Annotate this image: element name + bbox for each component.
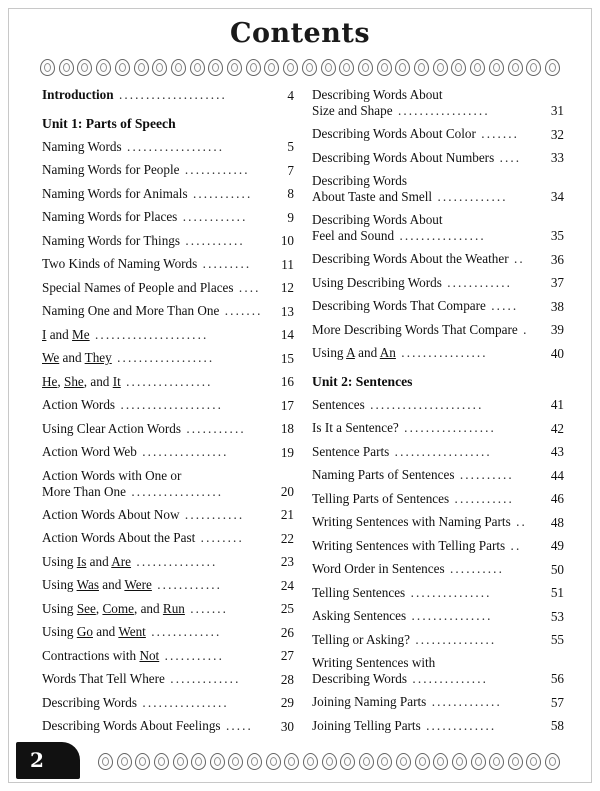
toc-page-number: 11 bbox=[281, 256, 294, 272]
toc-entry-text: Using See, Come, and Run bbox=[42, 600, 185, 616]
toc-entry-text: More Describing Words That Compare bbox=[312, 321, 518, 337]
toc-page-number: 19 bbox=[280, 444, 294, 460]
toc-entry[interactable] bbox=[312, 88, 564, 119]
toc-entry-text: Naming One and More Than One bbox=[42, 303, 220, 319]
toc-page-number: 25 bbox=[280, 601, 294, 617]
toc-entry[interactable] bbox=[42, 649, 294, 664]
toc-leader-dots: ................. bbox=[126, 483, 224, 499]
toc-page-number: 36 bbox=[550, 251, 564, 267]
toc-entry-text: We and They bbox=[42, 350, 112, 366]
toc-entry[interactable] bbox=[42, 187, 294, 202]
toc-leader-dots: ............ bbox=[179, 162, 250, 178]
bead-icon bbox=[526, 753, 541, 770]
toc-page-number: 17 bbox=[280, 397, 294, 413]
toc-entry-label-cont bbox=[312, 190, 564, 204]
bead-icon bbox=[171, 59, 186, 76]
bead-icon bbox=[247, 753, 262, 770]
decorative-bead-row-bottom bbox=[98, 752, 560, 770]
toc-page-number: 43 bbox=[550, 444, 564, 460]
bead-icon bbox=[135, 753, 150, 770]
toc-entry[interactable] bbox=[42, 304, 294, 319]
bead-icon bbox=[283, 59, 298, 76]
toc-leader-dots: ........... bbox=[159, 647, 224, 663]
toc-page-number: 23 bbox=[280, 554, 294, 570]
toc-leader-dots: .......... bbox=[454, 467, 514, 483]
bead-icon bbox=[526, 59, 541, 76]
toc-page-number: 29 bbox=[280, 695, 294, 711]
toc-entry[interactable] bbox=[312, 151, 564, 166]
toc-leader-dots: ............... bbox=[409, 631, 497, 647]
bead-icon bbox=[152, 59, 167, 76]
toc-entry-text: Action Word Web bbox=[42, 444, 137, 460]
toc-leader-dots: ..... bbox=[220, 718, 253, 734]
bead-icon bbox=[208, 59, 223, 76]
toc-page-number: 27 bbox=[280, 648, 294, 664]
toc-entry-text: Describing Words About the Weather bbox=[312, 251, 509, 266]
bead-icon bbox=[266, 753, 281, 770]
toc-entry-text: Using Describing Words bbox=[312, 274, 442, 290]
toc-column-left bbox=[42, 88, 294, 743]
toc-entry[interactable] bbox=[312, 346, 564, 361]
toc-entry[interactable] bbox=[312, 398, 564, 413]
toc-page-number: 37 bbox=[550, 275, 564, 291]
bead-icon bbox=[471, 753, 486, 770]
bead-icon bbox=[433, 59, 448, 76]
toc-section-heading: Unit 2: Sentences bbox=[312, 374, 413, 389]
toc-page-number: 7 bbox=[287, 162, 294, 178]
toc-leader-dots: .................. bbox=[111, 350, 215, 366]
bead-icon bbox=[377, 753, 392, 770]
toc-entry-text: Describing Words About Color bbox=[312, 126, 476, 141]
toc-leader-dots: .......... bbox=[444, 561, 504, 577]
toc-entry[interactable] bbox=[42, 281, 294, 296]
toc-entry[interactable] bbox=[312, 445, 564, 460]
toc-page-number: 44 bbox=[550, 467, 564, 483]
toc-page-number: 33 bbox=[550, 150, 564, 166]
bead-icon bbox=[117, 753, 132, 770]
bead-icon bbox=[508, 59, 523, 76]
toc-entry-label: Writing Sentences with bbox=[312, 655, 436, 671]
bead-icon bbox=[303, 753, 318, 770]
toc-entry-text: Using Clear Action Words bbox=[42, 420, 181, 436]
toc-leader-dots: ....... bbox=[184, 600, 229, 616]
toc-page-number: 8 bbox=[287, 186, 294, 202]
toc-entry[interactable] bbox=[312, 252, 564, 267]
toc-entry[interactable] bbox=[312, 609, 564, 624]
bead-icon bbox=[98, 753, 113, 770]
bead-icon bbox=[40, 59, 55, 76]
toc-leader-dots: ....... bbox=[219, 303, 263, 319]
toc-entry[interactable] bbox=[312, 633, 564, 648]
toc-page-number: 39 bbox=[550, 322, 564, 338]
toc-entry-text: Action Words bbox=[42, 397, 116, 413]
toc-entry-text: Two Kinds of Naming Words bbox=[42, 256, 198, 272]
toc-leader-dots: ............ bbox=[441, 274, 512, 290]
toc-entry-text: Sentences bbox=[312, 396, 365, 412]
bead-icon bbox=[264, 59, 279, 76]
toc-leader-dots: ............... bbox=[131, 553, 218, 569]
toc-leader-dots: ............. bbox=[145, 624, 222, 640]
toc-entry[interactable] bbox=[312, 515, 564, 530]
toc-entry-text: Special Names of People and Places bbox=[42, 279, 234, 295]
toc-page-number: 22 bbox=[280, 530, 294, 546]
toc-entry-text: Telling Parts of Sentences bbox=[312, 490, 450, 506]
toc-entry-text: Action Words About the Past bbox=[42, 530, 196, 546]
toc-leader-dots: ................ bbox=[120, 373, 213, 389]
bead-icon bbox=[190, 59, 205, 76]
toc-entry-text: Using A and An bbox=[312, 345, 396, 360]
toc-leader-dots: ......... bbox=[197, 256, 252, 272]
toc-entry-text: Describing Words bbox=[42, 694, 138, 710]
toc-page-number: 20 bbox=[280, 483, 294, 499]
toc-leader-dots: .................. bbox=[121, 138, 225, 154]
bead-icon bbox=[433, 753, 448, 770]
toc-entry-text: Naming Words bbox=[42, 138, 122, 154]
bead-icon bbox=[173, 753, 188, 770]
toc-page-number: 51 bbox=[550, 585, 564, 601]
toc-entry[interactable] bbox=[42, 531, 294, 546]
bead-icon bbox=[470, 59, 485, 76]
toc-entry-label-cont bbox=[312, 672, 564, 686]
toc-page-number: 55 bbox=[550, 632, 564, 648]
toc-page-number: 28 bbox=[280, 671, 294, 687]
toc-page-number: 56 bbox=[550, 671, 564, 687]
toc-entry-text: Describing Words About Numbers bbox=[312, 149, 495, 165]
toc-leader-dots: ........... bbox=[449, 490, 514, 506]
toc-leader-dots: ..................... bbox=[364, 396, 484, 412]
bead-icon bbox=[451, 59, 466, 76]
bead-icon bbox=[414, 59, 429, 76]
toc-page-number: 12 bbox=[280, 280, 294, 296]
bead-icon bbox=[358, 59, 373, 76]
toc-page-number: 58 bbox=[550, 718, 564, 734]
toc-entry[interactable] bbox=[312, 323, 564, 338]
bead-icon bbox=[508, 753, 523, 770]
toc-section-heading: Unit 1: Parts of Speech bbox=[42, 116, 176, 131]
toc-entry-text: He, She, and It bbox=[42, 373, 121, 389]
bead-icon bbox=[340, 753, 355, 770]
toc-page-number: 46 bbox=[550, 491, 564, 507]
toc-entry[interactable] bbox=[42, 672, 294, 687]
toc-entry-text: Size and Shape bbox=[312, 103, 393, 119]
toc-entry[interactable] bbox=[312, 276, 564, 291]
toc-page-number: 26 bbox=[280, 624, 294, 640]
toc-page-number: 53 bbox=[550, 608, 564, 624]
toc-entry-text: Joining Telling Parts bbox=[312, 717, 421, 733]
toc-entry-text: Describing Words About Feelings bbox=[42, 718, 221, 734]
bead-icon bbox=[359, 753, 374, 770]
toc-entry[interactable] bbox=[42, 140, 294, 155]
toc-page-number: 9 bbox=[287, 209, 294, 225]
toc-entry-text: Naming Words for Places bbox=[42, 209, 178, 225]
toc-entry-text: Words That Tell Where bbox=[42, 671, 165, 687]
toc-entry-label: Describing Words bbox=[312, 173, 408, 188]
toc-entry-text: Using Go and Went bbox=[42, 624, 146, 640]
toc-leader-dots: ................ bbox=[137, 694, 229, 710]
toc-leader-dots: ............. bbox=[164, 671, 241, 687]
toc-entry[interactable] bbox=[312, 174, 564, 205]
toc-leader-dots: .... bbox=[494, 149, 522, 165]
bead-icon bbox=[339, 59, 354, 76]
toc-entry-text: Is It a Sentence? bbox=[312, 420, 399, 436]
toc-leader-dots: ............ bbox=[177, 209, 248, 225]
toc-entry[interactable] bbox=[42, 88, 294, 103]
toc-leader-dots: ............. bbox=[420, 717, 497, 733]
toc-entry[interactable] bbox=[42, 508, 294, 523]
toc-entry[interactable] bbox=[312, 492, 564, 507]
toc-entry-text: Introduction bbox=[42, 87, 114, 102]
toc-leader-dots: ........... bbox=[187, 185, 253, 201]
toc-leader-dots: ............... bbox=[406, 608, 493, 624]
toc-entry-text: Writing Sentences with Telling Parts bbox=[312, 537, 506, 553]
toc-leader-dots: ................. bbox=[392, 103, 490, 119]
toc-entry-label-cont bbox=[312, 229, 564, 243]
toc-entry[interactable] bbox=[312, 299, 564, 314]
toc-entry-text: Naming Words for People bbox=[42, 162, 180, 178]
bead-icon bbox=[452, 753, 467, 770]
toc-leader-dots: ........... bbox=[180, 420, 246, 436]
toc-entry-text: About Taste and Smell bbox=[312, 189, 433, 205]
toc-leader-dots: ................ bbox=[136, 444, 229, 460]
bead-icon bbox=[96, 59, 111, 76]
toc-entry[interactable] bbox=[312, 586, 564, 601]
bead-icon bbox=[284, 753, 299, 770]
toc-entry-text: Writing Sentences with Naming Parts bbox=[312, 514, 511, 530]
toc-leader-dots: ................. bbox=[398, 420, 496, 436]
toc-entry[interactable] bbox=[312, 213, 564, 244]
toc-entry-text: Using Was and Were bbox=[42, 577, 152, 593]
toc-leader-dots: . bbox=[517, 321, 529, 337]
toc-entry-label: Action Words with One or bbox=[42, 467, 182, 483]
toc-entry-text: I and Me bbox=[42, 326, 90, 342]
toc-page-number: 21 bbox=[280, 507, 294, 523]
toc-entry[interactable] bbox=[312, 468, 564, 483]
bead-icon bbox=[115, 59, 130, 76]
toc-page-number: 49 bbox=[550, 538, 564, 554]
toc-leader-dots: .................... bbox=[113, 87, 227, 102]
bead-icon bbox=[228, 753, 243, 770]
bead-icon bbox=[77, 59, 92, 76]
toc-entry-text: Asking Sentences bbox=[312, 608, 407, 624]
toc-entry[interactable] bbox=[42, 328, 294, 343]
toc-page-number: 5 bbox=[287, 139, 294, 155]
toc-leader-dots: ....... bbox=[475, 126, 520, 141]
toc-entry[interactable] bbox=[312, 421, 564, 436]
toc-entry[interactable] bbox=[42, 422, 294, 437]
toc-entry[interactable] bbox=[312, 719, 564, 734]
bead-icon bbox=[377, 59, 392, 76]
toc-page-number: 30 bbox=[280, 718, 294, 734]
bead-icon bbox=[321, 59, 336, 76]
toc-entry[interactable] bbox=[42, 719, 294, 734]
toc-leader-dots: ................ bbox=[394, 228, 486, 244]
toc-page-number: 14 bbox=[280, 327, 294, 343]
toc-entry[interactable] bbox=[42, 445, 294, 460]
toc-page-number: 10 bbox=[280, 233, 294, 249]
toc-leader-dots: ..... bbox=[485, 298, 519, 313]
toc-entry-text: Using Is and Are bbox=[42, 553, 132, 569]
toc-entry[interactable] bbox=[312, 539, 564, 554]
bead-icon bbox=[545, 753, 560, 770]
toc-entry[interactable] bbox=[42, 555, 294, 570]
toc-leader-dots: ........ bbox=[195, 530, 244, 546]
toc-entry[interactable] bbox=[312, 695, 564, 710]
toc-entry-label: Describing Words About bbox=[312, 212, 443, 227]
toc-page-number: 15 bbox=[280, 350, 294, 366]
decorative-bead-row-top bbox=[40, 58, 560, 76]
toc-entry[interactable] bbox=[312, 562, 564, 577]
toc-entry[interactable] bbox=[42, 163, 294, 178]
page-title: Contents bbox=[229, 18, 371, 49]
toc-leader-dots: .. bbox=[510, 514, 527, 530]
toc-page-number: 38 bbox=[550, 298, 564, 314]
toc-page-number: 42 bbox=[550, 420, 564, 436]
bead-icon bbox=[59, 59, 74, 76]
toc-entry-text: Describing Words bbox=[312, 671, 408, 687]
toc-page-number: 24 bbox=[280, 577, 294, 593]
toc-leader-dots: ............ bbox=[151, 577, 223, 593]
toc-entry-label-cont bbox=[42, 485, 294, 499]
bead-icon bbox=[227, 59, 242, 76]
toc-column-right bbox=[312, 88, 564, 742]
toc-entry-text: More Than One bbox=[42, 483, 126, 499]
toc-entry[interactable] bbox=[42, 375, 294, 390]
toc-leader-dots: ........... bbox=[180, 232, 245, 248]
bead-icon bbox=[302, 59, 317, 76]
toc-page-number: 41 bbox=[550, 397, 564, 413]
bead-icon bbox=[396, 753, 411, 770]
toc-entry-text: Sentence Parts bbox=[312, 443, 390, 459]
toc-entry[interactable] bbox=[42, 469, 294, 500]
bead-icon bbox=[489, 753, 504, 770]
toc-entry-text: Naming Parts of Sentences bbox=[312, 467, 455, 483]
toc-entry-text: Naming Words for Animals bbox=[42, 185, 188, 201]
toc-leader-dots: ................ bbox=[395, 345, 488, 360]
bead-icon bbox=[395, 59, 410, 76]
toc-page-number: 40 bbox=[550, 345, 564, 361]
toc-entry[interactable] bbox=[42, 696, 294, 711]
toc-page-number: 13 bbox=[280, 303, 294, 319]
toc-page-number: 4 bbox=[287, 87, 294, 103]
toc-leader-dots: ............... bbox=[405, 584, 492, 600]
toc-entry-label: Describing Words About bbox=[312, 87, 443, 102]
bead-icon bbox=[322, 753, 337, 770]
toc-leader-dots: .............. bbox=[407, 671, 488, 687]
toc-page-number: 32 bbox=[550, 126, 564, 142]
toc-page-number: 18 bbox=[280, 421, 294, 437]
bead-icon bbox=[134, 59, 149, 76]
toc-entry-text: Feel and Sound bbox=[312, 228, 395, 244]
page-number-badge bbox=[16, 742, 80, 779]
toc-entry[interactable] bbox=[42, 625, 294, 640]
toc-entry[interactable] bbox=[42, 398, 294, 413]
bead-icon bbox=[246, 59, 261, 76]
toc-entry[interactable] bbox=[42, 234, 294, 249]
toc-entry-text: Telling Sentences bbox=[312, 584, 406, 600]
toc-entry[interactable] bbox=[42, 578, 294, 593]
toc-leader-dots: .. bbox=[505, 537, 522, 553]
toc-entry-text: Joining Naming Parts bbox=[312, 694, 427, 710]
toc-page-number: 57 bbox=[550, 694, 564, 710]
bead-icon bbox=[415, 753, 430, 770]
page-number: 2 bbox=[30, 748, 44, 772]
toc-entry[interactable] bbox=[312, 127, 564, 142]
toc-entry-text: Word Order in Sentences bbox=[312, 561, 445, 577]
toc-entry-text: Telling or Asking? bbox=[312, 631, 410, 647]
toc-page-number: 50 bbox=[550, 561, 564, 577]
bead-icon bbox=[210, 753, 225, 770]
toc-page-number: 35 bbox=[550, 228, 564, 244]
toc-entry-text: Naming Words for Things bbox=[42, 232, 181, 248]
toc-leader-dots: ............. bbox=[432, 189, 508, 205]
toc-leader-dots: .................. bbox=[389, 443, 492, 459]
bead-icon bbox=[545, 59, 560, 76]
toc-entry[interactable] bbox=[312, 656, 564, 687]
toc-leader-dots: ............. bbox=[426, 694, 502, 710]
toc-entry[interactable] bbox=[42, 351, 294, 366]
toc-entry[interactable] bbox=[42, 602, 294, 617]
toc-entry-text: Describing Words That Compare bbox=[312, 298, 486, 313]
toc-page-number: 16 bbox=[280, 374, 294, 390]
toc-leader-dots: ................... bbox=[115, 397, 223, 413]
toc-page-number: 34 bbox=[550, 189, 564, 205]
bead-icon bbox=[154, 753, 169, 770]
toc-page-number: 31 bbox=[550, 103, 564, 119]
toc-leader-dots: ..................... bbox=[89, 326, 209, 342]
toc-entry-text: Contractions with Not bbox=[42, 647, 160, 663]
toc-page-number: 48 bbox=[550, 514, 564, 530]
toc-entry-label-cont bbox=[312, 104, 564, 118]
toc-leader-dots: .... bbox=[233, 279, 261, 295]
toc-leader-dots: ........... bbox=[179, 506, 245, 522]
toc-entry-text: Action Words About Now bbox=[42, 506, 180, 522]
bead-icon bbox=[191, 753, 206, 770]
bead-icon bbox=[489, 59, 504, 76]
toc-entry[interactable] bbox=[42, 210, 294, 225]
toc-entry[interactable] bbox=[42, 257, 294, 272]
toc-leader-dots: .. bbox=[508, 251, 525, 266]
